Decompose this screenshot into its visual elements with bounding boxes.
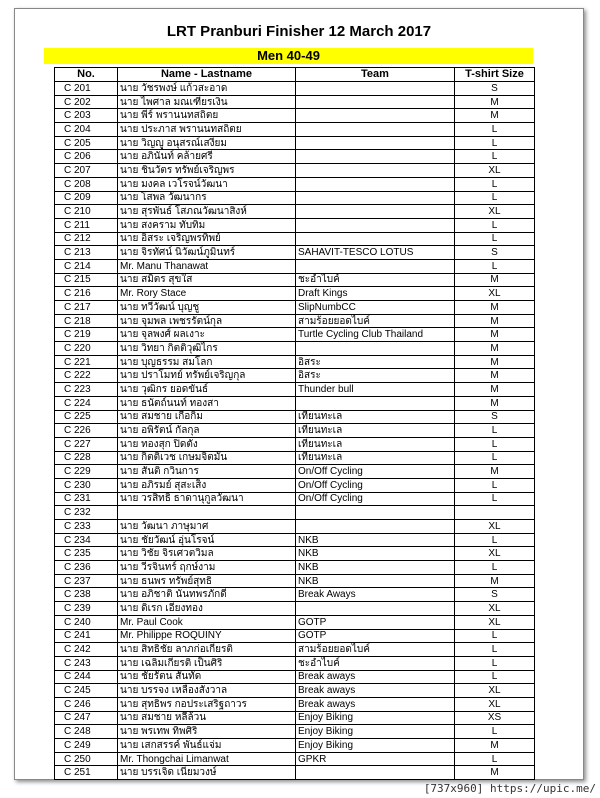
size-cell: M — [455, 383, 535, 397]
name-cell: นาย วิทยา กิตติวุฒิไกร — [118, 342, 296, 356]
size-cell: M — [455, 301, 535, 315]
no-cell: C 232 — [55, 506, 118, 520]
team-cell: Turtle Cycling Club Thailand — [296, 328, 455, 342]
no-cell: C 211 — [55, 218, 118, 232]
size-cell: XL — [455, 547, 535, 561]
table-row — [55, 218, 535, 232]
document-title: LRT Pranburi Finisher 12 March 2017 — [166, 23, 432, 40]
size-cell: S — [455, 82, 535, 96]
no-cell: C 201 — [55, 82, 118, 96]
name-cell: นาย บรรจง เหลืองสังวาล — [118, 684, 296, 698]
size-cell: L — [455, 629, 535, 643]
table-row — [55, 766, 535, 780]
size-cell: L — [455, 177, 535, 191]
size-cell: M — [455, 465, 535, 479]
team-cell: Draft Kings — [296, 287, 455, 301]
size-cell: L — [455, 123, 535, 137]
team-cell — [296, 177, 455, 191]
team-cell: NKB — [296, 561, 455, 575]
table-row — [55, 123, 535, 137]
size-cell: S — [455, 588, 535, 602]
team-cell: ชะอำไบค์ — [296, 656, 455, 670]
table-header-row — [55, 68, 535, 82]
finisher-table — [54, 67, 535, 780]
no-cell: C 210 — [55, 205, 118, 219]
table-row — [55, 437, 535, 451]
size-cell: L — [455, 643, 535, 657]
team-cell: เทียนทะเล — [296, 410, 455, 424]
no-cell: C 240 — [55, 615, 118, 629]
name-cell: นาย มงคล เวโรจน์วัฒนา — [118, 177, 296, 191]
name-cell: นาย ดิเรก เอี่ยงทอง — [118, 602, 296, 616]
no-cell: C 244 — [55, 670, 118, 684]
name-cell: นาย โสพล วัฒนากร — [118, 191, 296, 205]
table-row — [55, 506, 535, 520]
size-cell: L — [455, 752, 535, 766]
no-cell: C 202 — [55, 95, 118, 109]
team-cell: สามร้อยยอดไบค์ — [296, 643, 455, 657]
size-cell: L — [455, 424, 535, 438]
no-cell: C 238 — [55, 588, 118, 602]
size-cell: S — [455, 410, 535, 424]
size-cell: XL — [455, 287, 535, 301]
name-cell: นาย สมิตร สุขใส — [118, 273, 296, 287]
team-cell: เทียนทะเล — [296, 437, 455, 451]
team-cell — [296, 342, 455, 356]
name-cell: นาย พีร์ พรานนทสถิตย — [118, 109, 296, 123]
team-cell: Enjoy Biking — [296, 711, 455, 725]
no-cell: C 239 — [55, 602, 118, 616]
no-cell: C 219 — [55, 328, 118, 342]
name-cell: นาย วุฒิกร ยอดขันธ์ — [118, 383, 296, 397]
table-row — [55, 410, 535, 424]
no-cell: C 207 — [55, 164, 118, 178]
table-row — [55, 164, 535, 178]
no-cell: C 213 — [55, 246, 118, 260]
name-cell: นาย อภิชาติ นันทพรภักดี — [118, 588, 296, 602]
team-cell — [296, 205, 455, 219]
name-cell: นาย อพิรัตน์ กัลกุล — [118, 424, 296, 438]
team-cell: GOTP — [296, 629, 455, 643]
no-cell: C 235 — [55, 547, 118, 561]
name-cell: นาย วัชรพงษ์ แก้วสะอาด — [118, 82, 296, 96]
name-cell: นาย วิชัย จิรเศวตวิมล — [118, 547, 296, 561]
table-row — [55, 588, 535, 602]
no-cell: C 208 — [55, 177, 118, 191]
name-cell: นาย อิสระ เจริญพรทิพย์ — [118, 232, 296, 246]
table-row — [55, 711, 535, 725]
table-row — [55, 342, 535, 356]
header-team: Team — [296, 68, 455, 82]
team-cell: เทียนทะเล — [296, 451, 455, 465]
team-cell: NKB — [296, 547, 455, 561]
team-cell: On/Off Cycling — [296, 465, 455, 479]
size-cell: M — [455, 273, 535, 287]
no-cell: C 230 — [55, 478, 118, 492]
name-cell: Mr. Manu Thanawat — [118, 259, 296, 273]
name-cell: Mr. Paul Cook — [118, 615, 296, 629]
no-cell: C 227 — [55, 437, 118, 451]
name-cell: นาย ประภาส พรานนทสถิตย — [118, 123, 296, 137]
team-cell — [296, 95, 455, 109]
size-cell: L — [455, 478, 535, 492]
no-cell: C 216 — [55, 287, 118, 301]
size-cell: L — [455, 150, 535, 164]
size-cell: M — [455, 396, 535, 410]
table-row — [55, 725, 535, 739]
team-cell: SAHAVIT-TESCO LOTUS — [296, 246, 455, 260]
watermark-text: [737x960] https://upic.me/ — [423, 782, 596, 795]
no-cell: C 249 — [55, 739, 118, 753]
name-cell: นาย ธนพร ทรัพย์สุทธิ — [118, 574, 296, 588]
team-cell — [296, 123, 455, 137]
name-cell: นาย สมชาย หลีล้วน — [118, 711, 296, 725]
table-row — [55, 301, 535, 315]
name-cell: นาย จุลพงศ์ ผลเงาะ — [118, 328, 296, 342]
table-row — [55, 478, 535, 492]
table-row — [55, 656, 535, 670]
table-row — [55, 328, 535, 342]
size-cell: L — [455, 670, 535, 684]
table-row — [55, 615, 535, 629]
table-row — [55, 520, 535, 534]
name-cell: นาย ชัยรัตน สันทัด — [118, 670, 296, 684]
size-cell: L — [455, 533, 535, 547]
name-cell: Mr. Rory Stace — [118, 287, 296, 301]
size-cell: L — [455, 451, 535, 465]
table-row — [55, 492, 535, 506]
name-cell: นาย ทวีวัฒน์ บุญชู — [118, 301, 296, 315]
size-cell: M — [455, 739, 535, 753]
team-cell — [296, 218, 455, 232]
name-cell: Mr. Thongchai Limanwat — [118, 752, 296, 766]
table-row — [55, 191, 535, 205]
size-cell: M — [455, 314, 535, 328]
table-row — [55, 136, 535, 150]
no-cell: C 220 — [55, 342, 118, 356]
team-cell: On/Off Cycling — [296, 492, 455, 506]
size-cell: XL — [455, 520, 535, 534]
table-row — [55, 396, 535, 410]
team-cell — [296, 82, 455, 96]
team-cell — [296, 136, 455, 150]
table-row — [55, 574, 535, 588]
no-cell: C 209 — [55, 191, 118, 205]
name-cell: นาย สันติ กวินการ — [118, 465, 296, 479]
size-cell: M — [455, 342, 535, 356]
no-cell: C 224 — [55, 396, 118, 410]
no-cell: C 236 — [55, 561, 118, 575]
name-cell: นาย สุรพันธ์ โสภณวัฒนาสิงห์ — [118, 205, 296, 219]
name-cell: นาย เสกสรรค์ พันธ์แจ่ม — [118, 739, 296, 753]
table-row — [55, 424, 535, 438]
name-cell: นาย ชัยวัฒน์ อุ่นโรจน์ — [118, 533, 296, 547]
size-cell: XL — [455, 697, 535, 711]
no-cell: C 226 — [55, 424, 118, 438]
team-cell — [296, 259, 455, 273]
team-cell — [296, 191, 455, 205]
team-cell: Enjoy Biking — [296, 725, 455, 739]
no-cell: C 245 — [55, 684, 118, 698]
table-row — [55, 205, 535, 219]
name-cell: นาย จุมพล เพชรรัตน์กุล — [118, 314, 296, 328]
size-cell: M — [455, 109, 535, 123]
team-cell — [296, 602, 455, 616]
table-row — [55, 109, 535, 123]
table-row — [55, 150, 535, 164]
table-row — [55, 232, 535, 246]
name-cell: นาย บรรเจิด เนียมวงษ์ — [118, 766, 296, 780]
size-cell: L — [455, 656, 535, 670]
team-cell — [296, 150, 455, 164]
table-row — [55, 547, 535, 561]
table-row — [55, 465, 535, 479]
team-cell: Thunder bull — [296, 383, 455, 397]
team-cell: SlipNumbCC — [296, 301, 455, 315]
name-cell: นาย ไพศาล มณเฑียรเงิน — [118, 95, 296, 109]
no-cell: C 241 — [55, 629, 118, 643]
no-cell: C 206 — [55, 150, 118, 164]
size-cell: XL — [455, 602, 535, 616]
table-row — [55, 643, 535, 657]
size-cell: L — [455, 437, 535, 451]
team-cell — [296, 520, 455, 534]
team-cell: สามร้อยยอดไบค์ — [296, 314, 455, 328]
team-cell: Break Aways — [296, 588, 455, 602]
team-cell — [296, 164, 455, 178]
size-cell: XL — [455, 205, 535, 219]
category-banner: Men 40-49 — [44, 48, 533, 64]
name-cell: นาย พรเทพ ทิพศิริ — [118, 725, 296, 739]
no-cell: C 215 — [55, 273, 118, 287]
size-cell: M — [455, 328, 535, 342]
no-cell: C 246 — [55, 697, 118, 711]
no-cell: C 242 — [55, 643, 118, 657]
team-cell — [296, 396, 455, 410]
table-row — [55, 670, 535, 684]
size-cell: XL — [455, 615, 535, 629]
name-cell: นาย วัฒนา ภาษุมาศ — [118, 520, 296, 534]
table-row — [55, 355, 535, 369]
table-row — [55, 533, 535, 547]
table-row — [55, 273, 535, 287]
no-cell: C 223 — [55, 383, 118, 397]
table-row — [55, 246, 535, 260]
name-cell: นาย ทองสุก ปิดตัง — [118, 437, 296, 451]
size-cell: L — [455, 492, 535, 506]
name-cell: นาย เฉลิมเกียรติ เป็นศิริ — [118, 656, 296, 670]
size-cell: M — [455, 355, 535, 369]
size-cell: L — [455, 725, 535, 739]
table-row — [55, 684, 535, 698]
no-cell: C 233 — [55, 520, 118, 534]
team-cell: NKB — [296, 574, 455, 588]
header-no: No. — [55, 68, 118, 82]
name-cell: นาย ธนัตถ์นนท์ ทองสา — [118, 396, 296, 410]
team-cell: Break aways — [296, 670, 455, 684]
size-cell: L — [455, 561, 535, 575]
name-cell: นาย สุทธิพร กอประเสริฐถาวร — [118, 697, 296, 711]
size-cell: S — [455, 246, 535, 260]
table-row — [55, 82, 535, 96]
no-cell: C 250 — [55, 752, 118, 766]
table-row — [55, 629, 535, 643]
header-name: Name - Lastname — [118, 68, 296, 82]
team-cell: GPKR — [296, 752, 455, 766]
name-cell: นาย วิญญู อนุสรณ์เสงี่ยม — [118, 136, 296, 150]
table-row — [55, 752, 535, 766]
team-cell: NKB — [296, 533, 455, 547]
size-cell: XL — [455, 684, 535, 698]
size-cell: M — [455, 766, 535, 780]
table-row — [55, 602, 535, 616]
name-cell: นาย จิรทัศน์ นิวัฒน์ภูมินทร์ — [118, 246, 296, 260]
size-cell: L — [455, 191, 535, 205]
name-cell: นาย บุญธรรม สมโลก — [118, 355, 296, 369]
size-cell: XL — [455, 164, 535, 178]
no-cell: C 228 — [55, 451, 118, 465]
name-cell: Mr. Philippe ROQUINY — [118, 629, 296, 643]
name-cell: นาย วรสิทธิ์ ธาดานุกูลวัฒนา — [118, 492, 296, 506]
table-row — [55, 177, 535, 191]
team-cell: อิสระ — [296, 355, 455, 369]
document-page — [14, 8, 584, 780]
size-cell: M — [455, 95, 535, 109]
size-cell: XS — [455, 711, 535, 725]
table-row — [55, 739, 535, 753]
name-cell: นาย ชินวัตร ทรัพย์เจริญพร — [118, 164, 296, 178]
team-cell — [296, 506, 455, 520]
table-row — [55, 259, 535, 273]
size-cell: L — [455, 259, 535, 273]
name-cell: นาย ปราโมทย์ ทรัพย์เจริญกุล — [118, 369, 296, 383]
no-cell: C 218 — [55, 314, 118, 328]
team-cell: On/Off Cycling — [296, 478, 455, 492]
no-cell: C 221 — [55, 355, 118, 369]
name-cell: นาย อภิรมย์ สุสะเส็ง — [118, 478, 296, 492]
size-cell: M — [455, 574, 535, 588]
name-cell: นาย วีรจินทร์ ฤกษ์งาม — [118, 561, 296, 575]
no-cell: C 214 — [55, 259, 118, 273]
team-cell: Break aways — [296, 684, 455, 698]
no-cell: C 237 — [55, 574, 118, 588]
no-cell: C 231 — [55, 492, 118, 506]
table-row — [55, 95, 535, 109]
no-cell: C 204 — [55, 123, 118, 137]
table-row — [55, 287, 535, 301]
no-cell: C 229 — [55, 465, 118, 479]
team-cell: Break aways — [296, 697, 455, 711]
name-cell: นาย สมชาย เกื้อกิ่ม — [118, 410, 296, 424]
no-cell: C 222 — [55, 369, 118, 383]
table-row — [55, 697, 535, 711]
no-cell: C 234 — [55, 533, 118, 547]
table-row — [55, 369, 535, 383]
team-cell — [296, 232, 455, 246]
size-cell: L — [455, 218, 535, 232]
size-cell: L — [455, 232, 535, 246]
team-cell — [296, 109, 455, 123]
no-cell: C 212 — [55, 232, 118, 246]
header-size: T-shirt Size — [455, 68, 535, 82]
team-cell: อิสระ — [296, 369, 455, 383]
size-cell — [455, 506, 535, 520]
table-row — [55, 451, 535, 465]
table-row — [55, 561, 535, 575]
no-cell: C 247 — [55, 711, 118, 725]
no-cell: C 203 — [55, 109, 118, 123]
no-cell: C 225 — [55, 410, 118, 424]
size-cell: L — [455, 136, 535, 150]
no-cell: C 248 — [55, 725, 118, 739]
no-cell: C 243 — [55, 656, 118, 670]
name-cell: นาย กิตติเวช เกษมจิตมั่น — [118, 451, 296, 465]
team-cell: เทียนทะเล — [296, 424, 455, 438]
name-cell: นาย สิทธิชัย ลาภก่อเกียรติ — [118, 643, 296, 657]
name-cell — [118, 506, 296, 520]
team-cell — [296, 766, 455, 780]
team-cell: ชะอำไบค์ — [296, 273, 455, 287]
team-cell: GOTP — [296, 615, 455, 629]
no-cell: C 251 — [55, 766, 118, 780]
name-cell: นาย สงคราม ทับทิม — [118, 218, 296, 232]
table-row — [55, 383, 535, 397]
size-cell: M — [455, 369, 535, 383]
table-row — [55, 314, 535, 328]
name-cell: นาย อภินันท์ คล้ายศรี — [118, 150, 296, 164]
team-cell: Enjoy Biking — [296, 739, 455, 753]
no-cell: C 205 — [55, 136, 118, 150]
no-cell: C 217 — [55, 301, 118, 315]
